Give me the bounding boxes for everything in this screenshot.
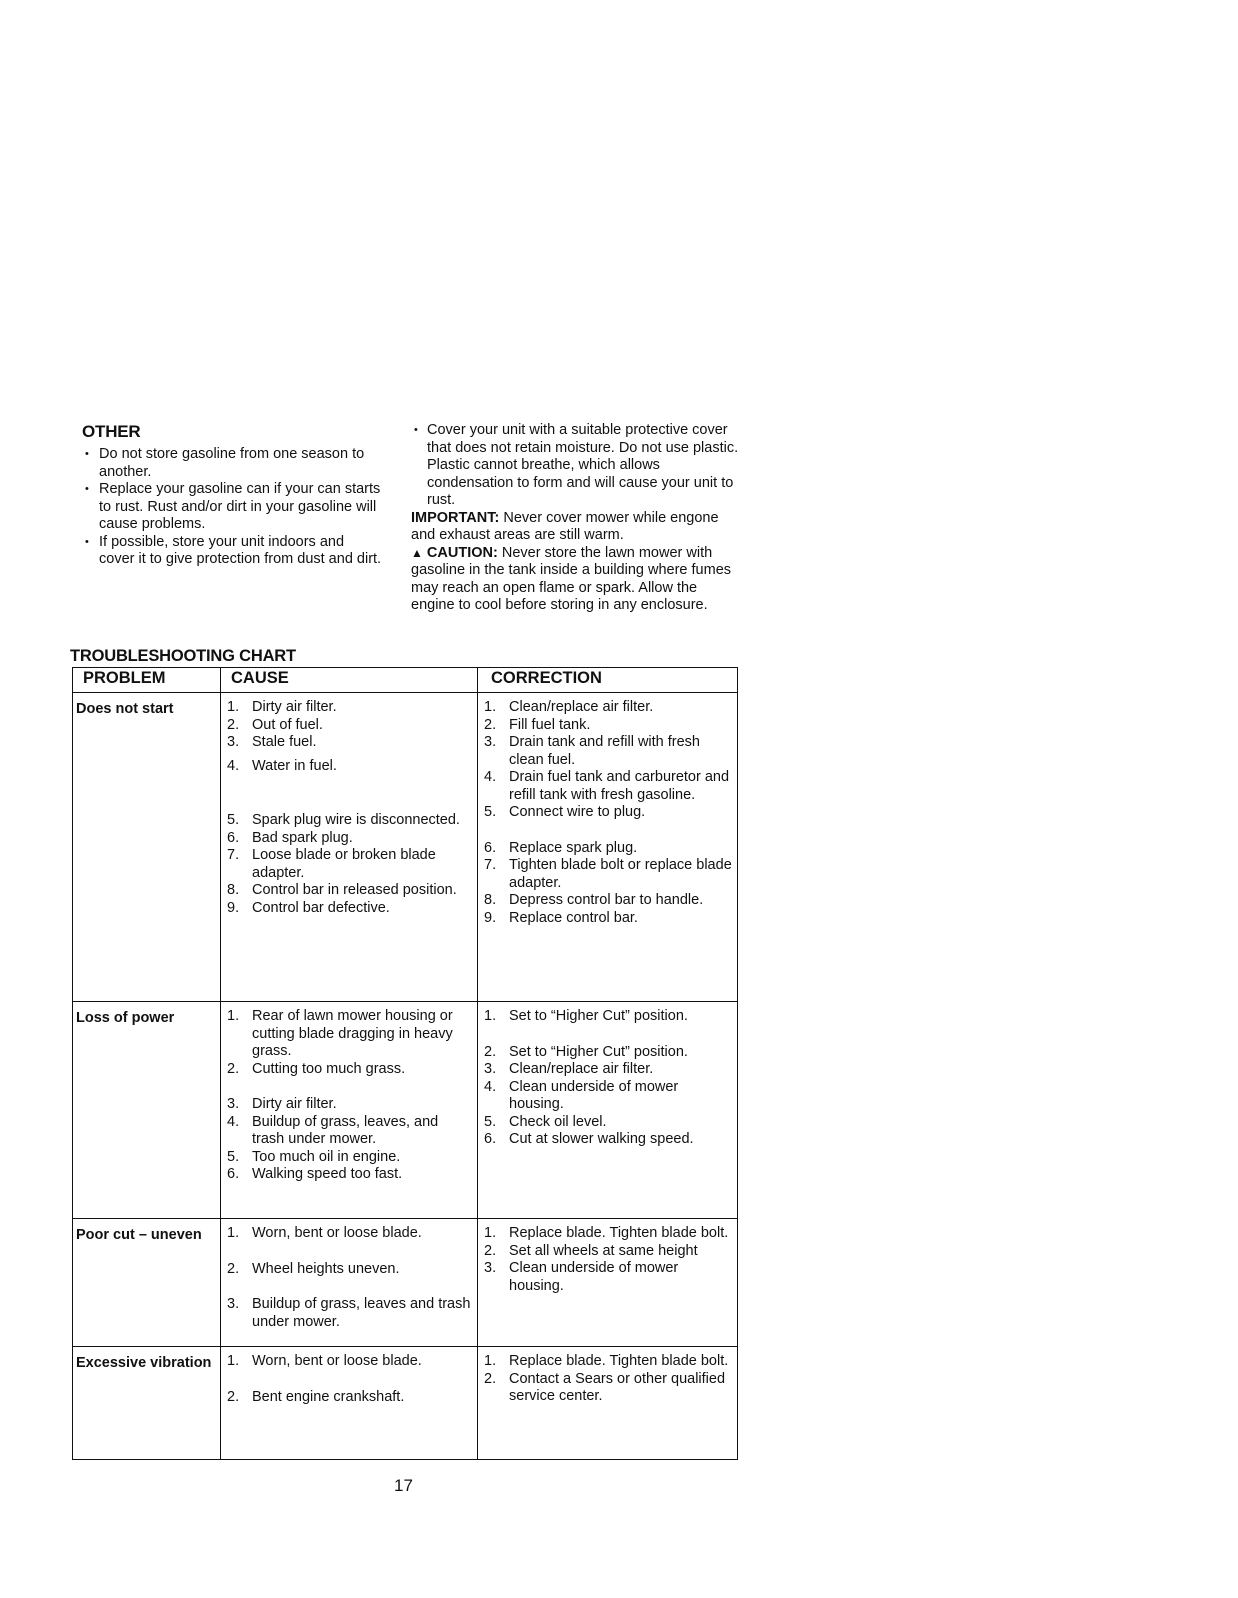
correction-item-number: 5. [484,804,497,820]
correction-item-text: Connect wire to plug. [509,804,646,820]
correction-item [484,1225,733,1243]
cause-item [227,1008,473,1061]
correction-item-text: Check oil level. [509,1113,607,1130]
correction-item [484,699,733,717]
cause-item-number: 9. [227,899,240,916]
cause-cell [221,693,478,1002]
cause-item [227,717,473,735]
correction-item-text: Replace control bar. [509,909,638,926]
cause-item [227,847,473,882]
cause-item-text: Dirty air filter. [252,1096,337,1112]
correction-item [484,1008,733,1026]
correction-item-number: 8. [484,892,497,908]
table-row [73,1347,738,1460]
cause-item-number: 3. [227,1096,240,1112]
cause-item [227,812,473,830]
correction-item [484,1079,733,1114]
correction-item-number: 5. [484,1113,497,1130]
correction-item [484,1243,733,1261]
correction-item-number: 9. [484,909,497,926]
cause-list [227,1008,473,1184]
cause-item-text: Spark plug wire is disconnected. [252,812,460,828]
correction-item [484,734,733,769]
correction-item-number: 1. [484,1008,497,1024]
correction-item-text: Clean/replace air filter. [509,1061,654,1077]
cause-item [227,882,473,900]
chart-title: TROUBLESHOOTING CHART [70,647,296,665]
cause-item-number: 1. [227,1225,240,1241]
correction-item-text: Depress control bar to handle. [509,892,704,908]
cause-item [227,1225,473,1243]
caution-text: Never store the lawn mower with gasoline in the tank inside a building where fumes may reach an open flame or spark. Allow the engine to cool before storing in any enclosure. [411,544,732,613]
correction-item [484,1260,733,1295]
correction-item-text: Clean/replace air filter. [509,699,654,715]
caution-note [411,545,741,615]
correction-item [484,769,733,804]
important-text: Never cover mower while engone and exhaust areas are still warm. [411,509,719,543]
header-problem: PROBLEM [73,668,221,693]
correction-item-number: 4. [484,769,497,785]
correction-cell [478,693,738,1002]
cause-item-text: Water in fuel. [252,757,337,774]
correction-item [484,910,733,928]
cause-item-text: Buildup of grass, leaves and trash under mower. [252,1296,471,1330]
cause-item [227,1353,473,1371]
correction-item-number: 3. [484,1260,497,1276]
correction-item [484,1371,733,1406]
cause-item [227,1114,473,1149]
correction-item-number: 1. [484,1353,497,1369]
correction-item [484,857,733,892]
correction-item-number: 6. [484,1131,497,1147]
other-bullet: • Do not store gasoline from one season to another. [82,446,382,481]
cover-bullet-list [411,422,741,510]
correction-cell [478,1347,738,1460]
cause-item-number: 1. [227,1353,240,1369]
table-header-row [73,668,738,693]
other-bullet-list [82,446,382,569]
cause-item-text: Bent engine crankshaft. [252,1388,405,1405]
correction-item-text: Clean underside of mower housing. [509,1260,679,1294]
table-row [73,1219,738,1347]
other-bullet: • Replace your gasoline can if your can starts to rust. Rust and/or dirt in your gasoline will cause problems. [82,481,382,534]
correction-item [484,1131,733,1149]
cause-item-number: 8. [227,882,240,898]
warning-triangle-icon: ▲ [411,545,423,560]
correction-item-number: 3. [484,1061,497,1077]
correction-item [484,1044,733,1062]
cause-item [227,1096,473,1114]
problem-cell: Does not start [73,693,221,1002]
correction-list [484,699,733,927]
header-correction: CORRECTION [478,668,738,693]
correction-item-number: 4. [484,1078,497,1095]
correction-item [484,804,733,822]
cause-item-text: Worn, bent or loose blade. [252,1225,422,1241]
cause-item [227,1061,473,1079]
cause-item-number: 7. [227,847,240,863]
cause-item [227,1296,473,1331]
cause-item-text: Wheel heights uneven. [252,1260,400,1277]
cause-item [227,900,473,918]
cause-item-text: Stale fuel. [252,734,317,750]
correction-item-text: Replace blade. Tighten blade bolt. [509,1353,729,1369]
cause-item-number: 4. [227,757,240,774]
cause-item-number: 3. [227,1296,240,1312]
cause-list [227,1353,473,1406]
correction-item-text: Drain tank and refill with fresh clean fuel. [509,734,700,768]
problem-cell: Loss of power [73,1002,221,1219]
header-cause: CAUSE [221,668,478,693]
correction-item-number: 1. [484,699,497,715]
cause-item [227,1166,473,1184]
correction-item-text: Cut at slower walking speed. [509,1131,694,1147]
correction-item-number: 2. [484,1370,497,1387]
correction-item [484,1061,733,1079]
important-label: IMPORTANT: [411,509,500,526]
cause-item-text: Cutting too much grass. [252,1060,406,1077]
problem-cell: Excessive vibration [73,1347,221,1460]
correction-item-text: Drain fuel tank and carburetor and refill tank with fresh gasoline. [509,769,730,803]
correction-item-text: Clean underside of mower housing. [509,1078,679,1112]
correction-item-text: Tighten blade bolt or replace blade adapter. [509,857,732,891]
cause-item-text: Worn, bent or loose blade. [252,1353,422,1369]
important-note [411,510,741,545]
cause-item-text: Dirty air filter. [252,699,337,715]
correction-item [484,840,733,858]
correction-item-number: 2. [484,716,497,733]
cause-item-number: 1. [227,1008,240,1024]
cause-list [227,699,473,917]
cause-item-number: 1. [227,699,240,715]
cause-item-number: 2. [227,1060,240,1077]
cause-item-number: 2. [227,1388,240,1405]
caution-label: CAUTION: [426,544,498,561]
cause-item-text: Too much oil in engine. [252,1148,401,1165]
cause-item-text: Bad spark plug. [252,829,353,846]
correction-item-number: 6. [484,839,497,856]
cause-item-number: 5. [227,812,240,828]
cause-item-number: 3. [227,734,240,750]
cause-item-text: Walking speed too fast. [252,1166,403,1182]
cause-item-number: 5. [227,1148,240,1165]
cause-item-number: 6. [227,1166,240,1182]
correction-item [484,892,733,910]
problem-cell: Poor cut – uneven [73,1219,221,1347]
cause-cell [221,1002,478,1219]
correction-item-number: 7. [484,857,497,873]
cause-item-text: Out of fuel. [252,716,323,733]
cause-item-text: Control bar defective. [252,899,390,916]
correction-item-number: 2. [484,1043,497,1060]
cause-cell [221,1219,478,1347]
cause-item [227,1261,473,1279]
cause-item [227,830,473,848]
correction-item-number: 2. [484,1242,497,1259]
cause-list [227,1225,473,1331]
cause-item [227,699,473,717]
cause-item [227,1149,473,1167]
cause-item-text: Rear of lawn mower housing or cutting blade dragging in heavy grass. [252,1008,453,1059]
correction-item-text: Replace spark plug. [509,839,638,856]
table-row [73,693,738,1002]
cause-item-text: Loose blade or broken blade adapter. [252,847,436,881]
correction-item [484,717,733,735]
cause-item-text: Control bar in released position. [252,882,457,898]
correction-item [484,1114,733,1132]
cause-item-text: Buildup of grass, leaves, and trash under mower. [252,1113,439,1147]
correction-item-number: 3. [484,734,497,750]
table-row [73,1002,738,1219]
cover-bullet: • Cover your unit with a suitable protective cover that does not retain moisture. Do not use plastic. Plastic cannot breathe, which allows condensation to form and will cause your unit to rust. [411,422,741,510]
correction-item-text: Set to “Higher Cut” position. [509,1008,688,1024]
other-bullet: • If possible, store your unit indoors and cover it to give protection from dust and dirt. [82,534,382,569]
cause-item-number: 2. [227,716,240,733]
correction-list [484,1008,733,1149]
correction-item-number: 1. [484,1225,497,1241]
cause-item-number: 2. [227,1260,240,1277]
cause-item-number: 6. [227,829,240,846]
correction-list [484,1225,733,1295]
correction-list [484,1353,733,1406]
correction-cell [478,1219,738,1347]
page-number: 17 [394,1476,413,1495]
cause-cell [221,1347,478,1460]
cause-item [227,758,473,776]
correction-item-text: Set all wheels at same height [509,1242,698,1259]
other-heading: OTHER [82,422,141,441]
correction-item-text: Fill fuel tank. [509,716,591,733]
correction-item-text: Replace blade. Tighten blade bolt. [509,1225,729,1241]
troubleshooting-table [72,667,738,1460]
cause-item [227,1389,473,1407]
correction-item-text: Contact a Sears or other qualified service center. [509,1370,726,1404]
storage-notes [411,422,741,615]
cause-item [227,734,473,752]
correction-item-text: Set to “Higher Cut” position. [509,1043,688,1060]
other-section [82,422,382,569]
correction-item [484,1353,733,1371]
correction-cell [478,1002,738,1219]
cause-item-number: 4. [227,1113,240,1130]
